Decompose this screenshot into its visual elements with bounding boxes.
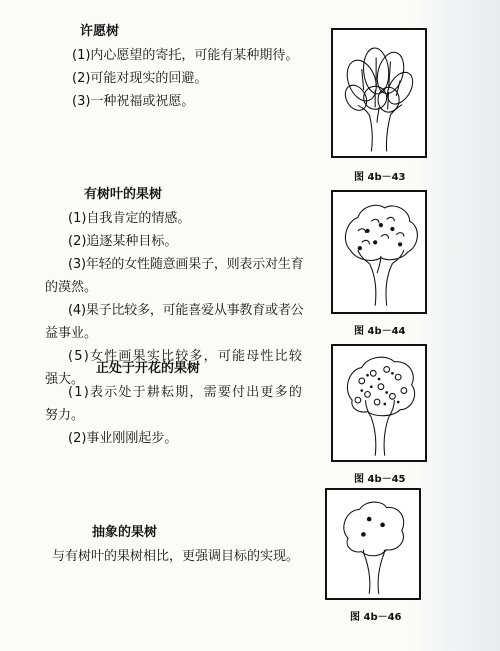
text-line: (1)表示处于耕耘期，需要付出更多的 [68,385,304,400]
figure-caption: 图 4b－45 [354,474,406,485]
text-line: 益事业。 [45,326,98,341]
text-line: 努力。 [45,408,85,423]
text-line: (2)追逐某种目标。 [68,234,178,249]
section-title-abstract-fruit-tree: 抽象的果树 [92,525,158,540]
text-line: (1)自我肯定的情感。 [68,211,191,226]
flowering-fruit-tree-drawing-icon [333,346,425,460]
figure-caption: 图 4b－44 [354,326,406,337]
text-line: (5)女性画果实比较多，可能母性比较 [68,349,304,364]
leafy-fruit-tree-drawing-icon [333,192,425,312]
text-line: (3)年轻的女性随意画果子，则表示对生育 [68,257,304,272]
figure-frame-44 [331,190,427,314]
section-title-flowering-fruit-tree: 正处于开花的果树 [96,361,201,376]
text-line: 与有树叶的果树相比，更强调目标的实现。 [52,549,300,564]
text-line: 的漠然。 [45,280,98,295]
figure-caption: 图 4b－43 [354,172,406,183]
text-line: (4)果子比较多，可能喜爱从事教育或者公 [68,303,304,318]
abstract-fruit-tree-drawing-icon [327,490,419,598]
wish-tree-drawing-icon [333,30,425,156]
figure-frame-46 [325,488,421,600]
section-title-wish-tree: 许愿树 [80,24,120,39]
text-line: 强大。 [45,372,85,387]
text-line: (1)内心愿望的寄托，可能有某种期待。 [72,48,299,63]
text-line: (2)事业刚刚起步。 [68,431,178,446]
section-title-leafy-fruit-tree: 有树叶的果树 [84,187,163,202]
figure-caption: 图 4b－46 [350,612,402,623]
text-line: (2)可能对现实的回避。 [72,71,208,86]
figure-frame-45 [331,344,427,462]
figure-frame-43 [331,28,427,158]
text-line: (3)一种祝福或祝愿。 [72,94,195,109]
